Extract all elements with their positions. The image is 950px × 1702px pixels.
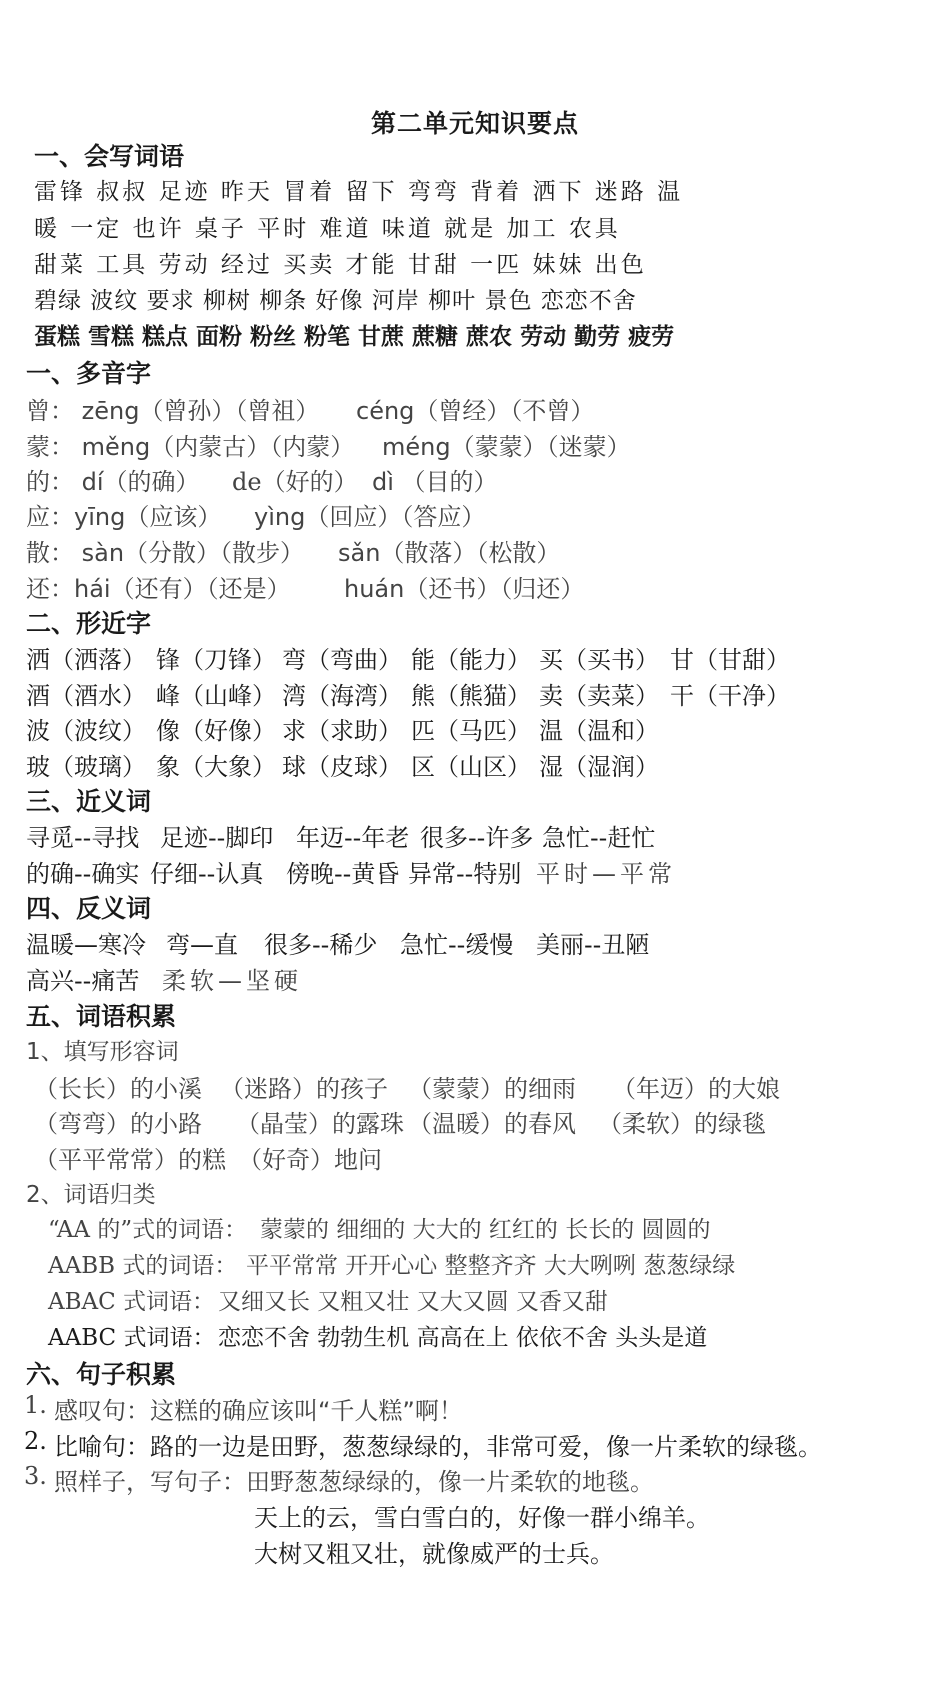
knowledge-sheet: 第二单元知识要点 一、会写词语 雷锋 叔叔 足迹 昨天 冒着 留下 弯弯 背着 洒下 迷路 温 暖 一定 也许 桌子 平时 难道 味道 就是 加工 农具 甜菜 工具 劳动 经过 买卖 才能 甘甜 一匹 妹妹 出色 碧绿 波纹 要求 柳树 柳条 好像 河岸 柳叶 景色 恋恋不舍 蛋糕 雪糕 糕点 面粉 粉丝 粉笔 甘蔗 蔗糖 蔗农 劳动 勤劳 疲劳 一、多音字 曾： zēng（曾孙）（曾祖） céng（曾经）（不曾） 蒙： měng（内蒙古）（内蒙） méng（蒙蒙）（迷蒙） 的： dí（的确） de（好的） dì （目的） 应：yīng（应该） yìng（回应）（答应） 散： sàn（分散）（散步） sǎn（散落）（松散） 还：hái（还有）（还是） huán（还书）（归还） 二、形近字 洒（洒落） 锋（刀锋） 弯（弯曲） 能（能力） 买（买书） 甘（甘甜） 酒（酒水） 峰（山峰） 湾（海湾） 熊（熊猫） 卖（卖菜） 干（干净） 波（波纹） 像（好像） 求（求助） 匹（马匹） 温（温和） 玻（玻璃） 象（大象） 球（皮球） 区（山区） 湿（湿润） 三、近义词 寻觅--寻找 足迹--脚印 年迈--年老 很多--许多 急忙--赶忙 的确--确实 仔细--认真 傍晚--黄昏 异常--特别 平时—平常 四、反义词 温暖—寒冷 弯—直 很多--稀少 急忙--缓慢 美丽--丑陋 高兴--痛苦 柔软—坚硬 五、词语积累 1、填写形容词 （长长）的小溪 （迷路）的孩子 （蒙蒙）的细雨 （年迈）的大娘 （弯弯）的小路 （晶莹）的露珠 （温暖）的春风 （柔软）的绿毯 （平平常常）的糕 （好奇）地问 2、词语归类 “AA 的”式的词语： 蒙蒙的 细细的 大大的 红红的 长长的 圆圆的 AABB 式的词语： 平平常常 开开心心 整整齐齐 大大咧咧 葱葱绿绿 ABAC 式词语： 又细又长 又粗又壮 又大又圆 又香又甜 AABC 式词语： 恋恋不舍 勃勃生机 高高在上 依依不舍 头头是道 六、句子积累 1. 感叹句：这糕的确应该叫“千人糕”啊！ 2. 比喻句：路的一边是田野，葱葱绿绿的，非常可爱，像一片柔软的绿毯。 3. 照样子，写句子：田野葱葱绿绿的，像一片柔软的地毯。 天上的云，雪白雪白的，好像一群小绵羊。 大树又粗又壮，就像威严的士兵。	[0, 0, 950, 1702]
subheading-fill-adjectives: 1、填写形容词	[26, 1039, 179, 1065]
vocab-line: 蛋糕 雪糕 糕点 面粉 粉丝 粉笔 甘蔗 蔗糖 蔗农 劳动 勤劳 疲劳	[34, 324, 675, 350]
heading-polyphones: 一、多音字	[26, 359, 152, 388]
heading-word-accumulation: 五、词语积累	[26, 1002, 177, 1031]
heading-sentence-accumulation: 六、句子积累	[26, 1360, 177, 1389]
heading-synonyms: 三、近义词	[26, 787, 152, 816]
heading-similar-chars: 二、形近字	[26, 609, 152, 638]
sentence-answer: 大树又粗又壮，就像威严的士兵。	[254, 1540, 614, 1568]
vocab-line: 碧绿 波纹 要求 柳树 柳条 好像 河岸 柳叶 景色 恋恋不舍	[34, 288, 637, 314]
vocab-line: 暖 一定 也许 桌子 平时 难道 味道 就是 加工 农具	[34, 216, 621, 242]
vocab-line: 甜菜 工具 劳动 经过 买卖 才能 甘甜 一匹 妹妹 出色	[34, 252, 647, 278]
heading-antonyms: 四、反义词	[26, 894, 152, 923]
heading-write-words: 一、会写词语	[34, 142, 185, 171]
sentence-answer: 天上的云，雪白雪白的，好像一群小绵羊。	[254, 1504, 710, 1532]
page-title: 第二单元知识要点	[370, 109, 579, 138]
subheading-word-classification: 2、词语归类	[26, 1182, 156, 1208]
vocab-line: 雷锋 叔叔 足迹 昨天 冒着 留下 弯弯 背着 洒下 迷路 温	[34, 179, 684, 205]
